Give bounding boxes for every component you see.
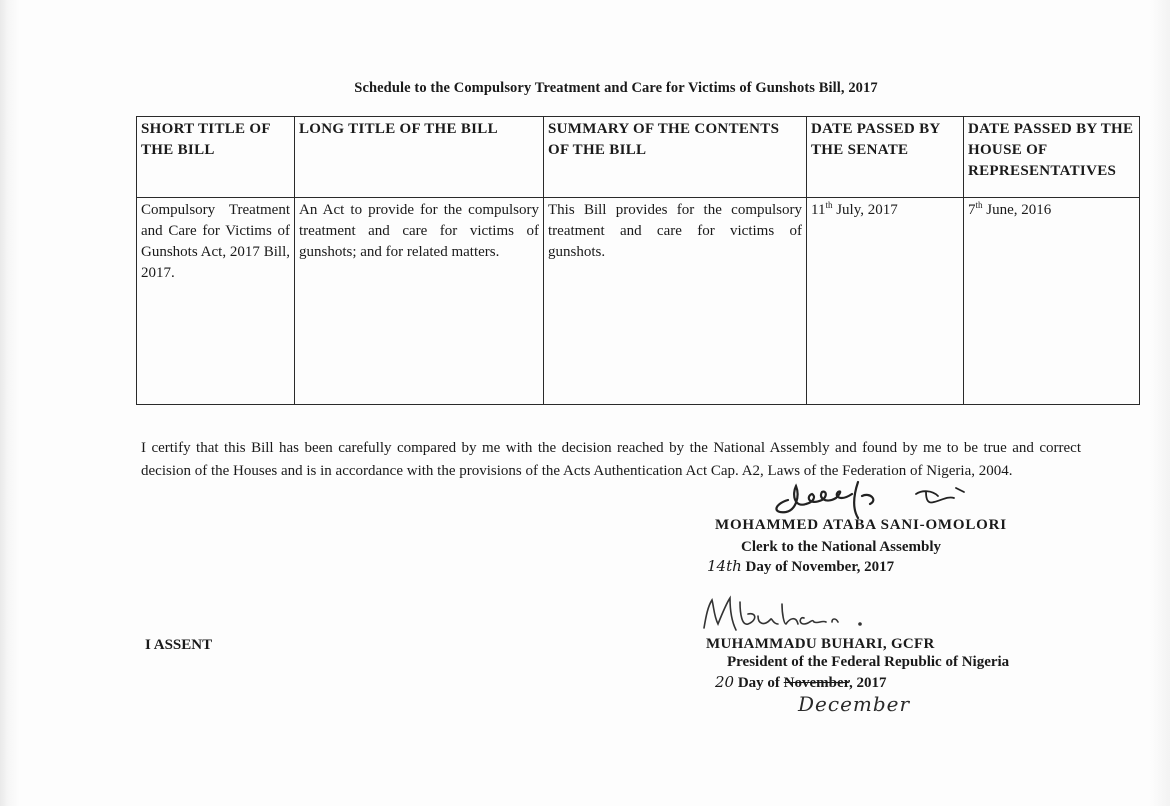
president-title: President of the Federal Republic of Nigeria bbox=[727, 654, 1010, 670]
president-name: MUHAMMADU BUHARI, GCFR bbox=[706, 636, 935, 652]
president-date-line bbox=[715, 673, 886, 692]
cell-date-senate bbox=[807, 198, 964, 405]
senate-day: 11 bbox=[811, 202, 826, 218]
president-handwritten-day: 20 bbox=[715, 673, 735, 691]
president-struck-month: November bbox=[783, 675, 849, 691]
president-date-suffix: , 2017 bbox=[848, 675, 887, 691]
clerk-date-text: Day of November, 2017 bbox=[745, 559, 895, 575]
clerk-signature bbox=[766, 474, 976, 520]
clerk-name: MOHAMMED ATABA SANI-OMOLORI bbox=[715, 517, 1007, 533]
clerk-title: Clerk to the National Assembly bbox=[741, 539, 941, 555]
bill-schedule-table bbox=[136, 116, 1140, 405]
president-date-prefix: Day of bbox=[737, 675, 784, 691]
senate-month-year: July, 2017 bbox=[832, 202, 898, 218]
president-handwritten-month: December bbox=[798, 692, 911, 716]
house-day-suffix: th bbox=[975, 200, 983, 210]
house-month-year: June, 2016 bbox=[982, 202, 1052, 218]
cell-short-title: Compulsory Treatment and Care for Victims of Gunshots Act, 2017 Bill, 2017. bbox=[137, 198, 295, 405]
house-day: 7 bbox=[968, 202, 976, 218]
cell-date-house bbox=[964, 198, 1140, 405]
header-short-title: SHORT TITLE OF THE BILL bbox=[137, 117, 295, 198]
header-summary: SUMMARY OF THE CONTENTS OF THE BILL bbox=[544, 117, 807, 198]
clerk-handwritten-day: 14th bbox=[707, 557, 742, 575]
table-header-row bbox=[137, 117, 1140, 198]
header-date-senate: DATE PASSED BY THE SENATE bbox=[807, 117, 964, 198]
header-long-title: LONG TITLE OF THE BILL bbox=[295, 117, 544, 198]
certification-text: I certify that this Bill has been carefully compared by me with the decision reached by the National Assembly and found by me to be true and correct decision of the Houses and is in accordance with the provisions of the Acts Authentication Act Cap. A2, Laws of the Federation of Nigeria, 2004. bbox=[141, 440, 1081, 479]
table-row bbox=[137, 198, 1140, 405]
header-date-house: DATE PASSED BY THE HOUSE OF REPRESENTATIVES bbox=[964, 117, 1140, 198]
senate-day-suffix: th bbox=[825, 200, 833, 210]
cell-long-title: An Act to provide for the compulsory treatment and care for victims of gunshots; and for related matters. bbox=[295, 198, 544, 405]
clerk-date-line bbox=[707, 557, 894, 576]
president-signature bbox=[700, 594, 890, 636]
assent-label: I ASSENT bbox=[145, 637, 213, 653]
document-title: Schedule to the Compulsory Treatment and Care for Victims of Gunshots Bill, 2017 bbox=[354, 80, 878, 96]
cell-summary: This Bill provides for the compulsory treatment and care for victims of gunshots. bbox=[544, 198, 807, 405]
